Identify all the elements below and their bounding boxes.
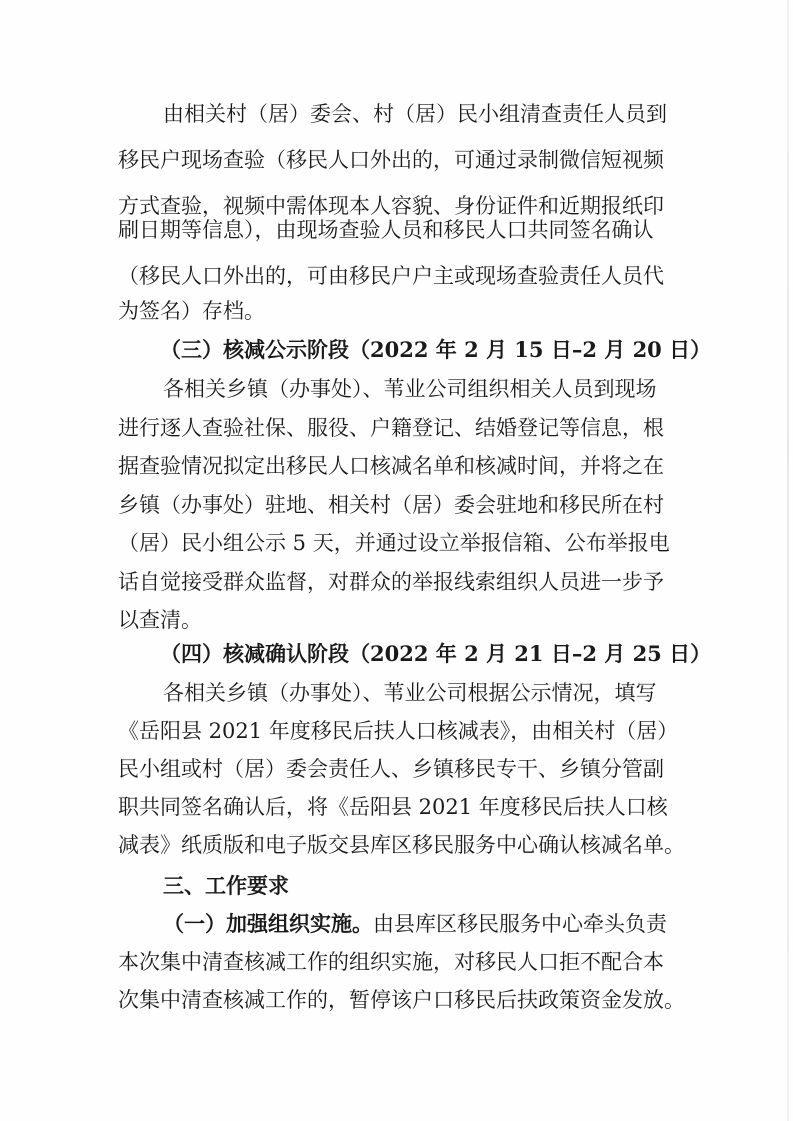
paragraph-line-2: 移民户现场查验（移民人口外出的，可通过录制微信短视频	[118, 148, 664, 172]
subheading-strengthen-organization: （一）加强组织实施。	[163, 911, 373, 936]
paragraph-line-8: 进行逐人查验社保、服役、户籍登记、结婚登记等信息，根	[118, 416, 664, 440]
paragraph-line-16: 民小组或村（居）委会责任人、乡镇移民专干、乡镇分管副	[118, 757, 664, 781]
paragraph-line-21: 次集中清查核减工作的，暂停该户口移民后扶政策资金发放。	[118, 988, 685, 1012]
paragraph-line-18: 减表》纸质版和电子版交县库区移民服务中心确认核减名单。	[118, 833, 685, 857]
paragraph-line-4: 刷日期等信息），由现场查验人员和移民人口共同签名确认	[118, 218, 654, 242]
paragraph-line-7: 各相关乡镇（办事处）、苇业公司组织相关人员到现场	[163, 377, 657, 401]
paragraph-line-15: 《岳阳县 2021 年度移民后扶人口核减表》，由相关村（居）	[118, 719, 679, 743]
paragraph-line-5: （移民人口外出的，可由移民户户主或现场查验责任人员代	[118, 264, 664, 288]
section-heading-4: （四）核减确认阶段（2022 年 2 月 21 日–2 月 25 日）	[160, 641, 712, 666]
paragraph-line-10: 乡镇（办事处）驻地、相关村（居）委会驻地和移民所在村	[118, 493, 664, 517]
paragraph-line-9: 据查验情况拟定出移民人口核减名单和核减时间，并将之在	[118, 454, 664, 478]
scan-edge	[787, 0, 789, 1121]
paragraph-line-11: （居）民小组公示 5 天，并通过设立举报信箱、公布举报电	[118, 531, 670, 555]
section-heading-work-requirements: 三、工作要求	[163, 873, 289, 898]
paragraph-line-14: 各相关乡镇（办事处）、苇业公司根据公示情况，填写	[163, 681, 657, 705]
paragraph-line-12: 话自觉接受群众监督，对群众的举报线索组织人员进一步予	[118, 570, 664, 594]
section-heading-3: （三）核减公示阶段（2022 年 2 月 15 日–2 月 20 日）	[160, 337, 712, 362]
paragraph-line-20: 本次集中清查核减工作的组织实施，对移民人口拒不配合本	[118, 950, 664, 974]
paragraph-line-1: 由相关村（居）委会、村（居）民小组清查责任人员到	[163, 102, 667, 126]
paragraph-line-3: 方式查验，视频中需体现本人容貌、身份证件和近期报纸印	[118, 194, 664, 218]
paragraph-line-19	[163, 909, 667, 939]
subheading-body-text: 由县库区移民服务中心牵头负责	[373, 912, 667, 936]
paragraph-line-17: 职共同签名确认后，将《岳阳县 2021 年度移民后扶人口核	[118, 795, 668, 819]
paragraph-line-13: 以查清。	[118, 608, 202, 632]
paragraph-line-6: 为签名）存档。	[118, 299, 265, 323]
